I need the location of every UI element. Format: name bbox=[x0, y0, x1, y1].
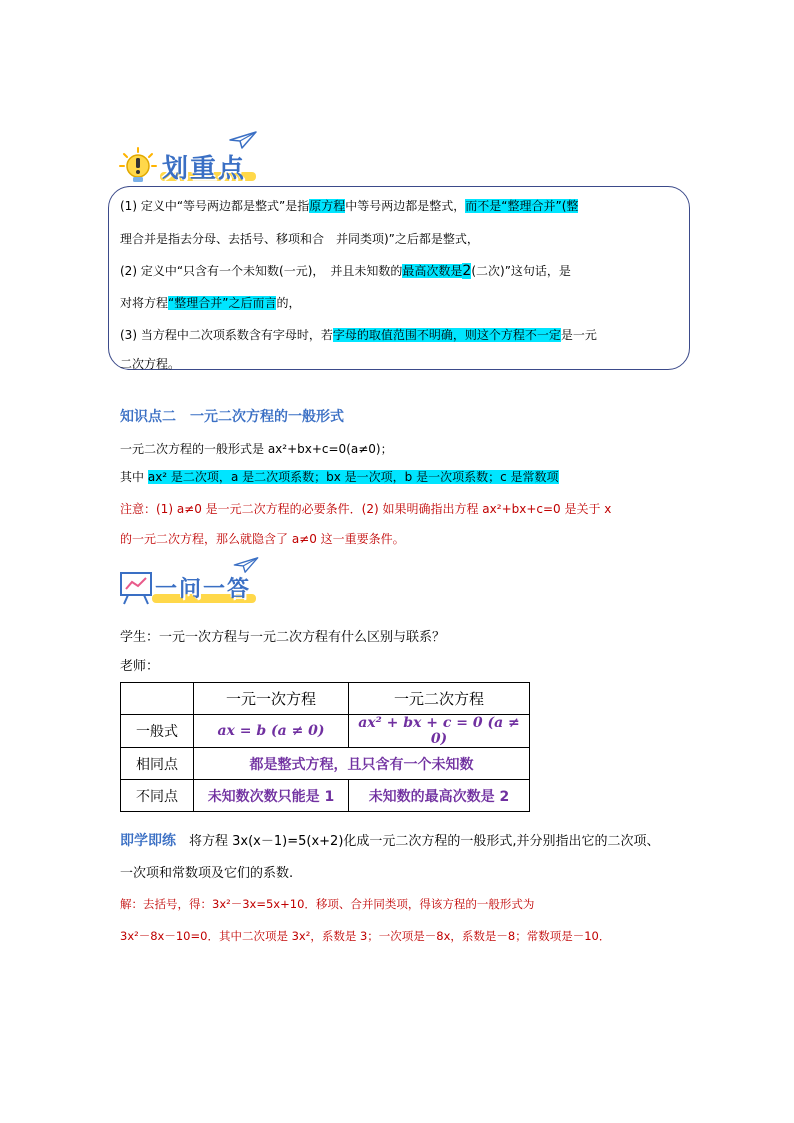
text: 是一元 bbox=[560, 328, 597, 342]
keypoint-line: 二次方程。 bbox=[120, 357, 181, 371]
table-row bbox=[121, 683, 530, 715]
text: (3) 当方程中二次项系数含有字母时，若 bbox=[120, 328, 333, 342]
highlight: 原方程 bbox=[309, 199, 346, 213]
paper-plane-icon bbox=[232, 556, 260, 574]
table-cell: 未知数的最高次数是 2 bbox=[349, 780, 530, 812]
table-cell: ax = b (a ≠ 0) bbox=[194, 715, 349, 748]
highlight: 2 bbox=[462, 263, 472, 279]
highlight: 字母的取值范围不明确，则这个方程不一定 bbox=[332, 328, 561, 342]
keypoint-line bbox=[120, 327, 597, 343]
keypoint-line bbox=[120, 263, 571, 279]
answer-line: 3x²－8x－10=0．其中二次项是 3x²，系数是 3；一次项是－8x，系数是－8；常数项是－10． bbox=[120, 929, 611, 943]
row-label: 一般式 bbox=[121, 715, 194, 748]
note-line: 注意：(1) a≠0 是一元二次方程的必要条件．(2) 如果明确指出方程 ax²+bx+c=0 是关于 x bbox=[120, 502, 612, 516]
student-question: 学生：一元一次方程与一元二次方程有什么区别与联系？ bbox=[120, 630, 446, 645]
table-row bbox=[121, 715, 530, 748]
keypoint-line bbox=[120, 295, 300, 311]
highlight: bx 是一次项， bbox=[326, 470, 405, 484]
lightbulb-icon bbox=[118, 146, 158, 186]
text: (2) 定义中“只含有一个未知数(一元)， 并且未知数的 bbox=[120, 264, 403, 278]
keypoint-line: 理合并是指去分母、去括号、移项和合 并同类项)”之后都是整式， bbox=[120, 232, 479, 246]
table-row bbox=[121, 748, 530, 780]
text: 的， bbox=[276, 296, 301, 310]
answer-line: 解：去括号，得：3x²－3x=5x+10．移项、合并同类项，得该方程的一般形式为 bbox=[120, 897, 535, 911]
highlight: “整理合并”之后而言 bbox=[168, 296, 277, 310]
highlight: ax² 是二次项， bbox=[147, 470, 231, 484]
table-cell: 都是整式方程，且只含有一个未知数 bbox=[194, 748, 530, 780]
note-line: 的一元二次方程，那么就隐含了 a≠0 这一重要条件。 bbox=[120, 532, 405, 546]
practice-question bbox=[120, 830, 660, 850]
text: 其中 bbox=[120, 470, 145, 484]
row-label: 相同点 bbox=[121, 748, 194, 780]
teacher-label: 老师： bbox=[120, 659, 160, 674]
presentation-board-icon bbox=[118, 570, 154, 606]
text: (二次)”这句话，是 bbox=[471, 264, 571, 278]
section-title: 知识点二 一元二次方程的一般形式 bbox=[120, 409, 344, 425]
row-label: 不同点 bbox=[121, 780, 194, 812]
practice-question: 一次项和常数项及它们的系数. bbox=[120, 866, 294, 881]
paper-plane-icon bbox=[228, 130, 258, 150]
highlight: 最高次数是 bbox=[402, 264, 463, 278]
text: 将方程 3x(x－1)=5(x+2)化成一元二次方程的一般形式,并分别指出它的二次项、 bbox=[189, 834, 660, 849]
text: 对将方程 bbox=[120, 296, 169, 310]
highlight: a 是二次项系数； bbox=[230, 470, 327, 484]
comparison-table bbox=[120, 682, 530, 812]
table-header: 一元一次方程 bbox=[194, 683, 349, 715]
highlight: c 是常数项 bbox=[500, 470, 559, 484]
table-cell: ax² + bx + c = 0 (a ≠ 0) bbox=[349, 715, 530, 748]
section-header-title: 一问一答 bbox=[155, 577, 252, 602]
text: 中等号两边都是整式， bbox=[345, 199, 466, 213]
table-row bbox=[121, 780, 530, 812]
practice-label: 即学即练 bbox=[120, 833, 176, 849]
terms-line bbox=[120, 468, 559, 485]
table-cell bbox=[121, 683, 194, 715]
definition-line: 一元二次方程的一般形式是 ax²+bx+c=0(a≠0)； bbox=[120, 442, 393, 456]
section-header-title: 划重点 bbox=[162, 154, 247, 184]
table-header: 一元二次方程 bbox=[349, 683, 530, 715]
table-cell: 未知数次数只能是 1 bbox=[194, 780, 349, 812]
highlight: b 是一次项系数； bbox=[404, 470, 501, 484]
keypoint-line bbox=[120, 198, 578, 214]
text: (1) 定义中“等号两边都是整式”是指 bbox=[120, 199, 310, 213]
highlight: 而不是“整理合并”(整 bbox=[465, 199, 579, 213]
